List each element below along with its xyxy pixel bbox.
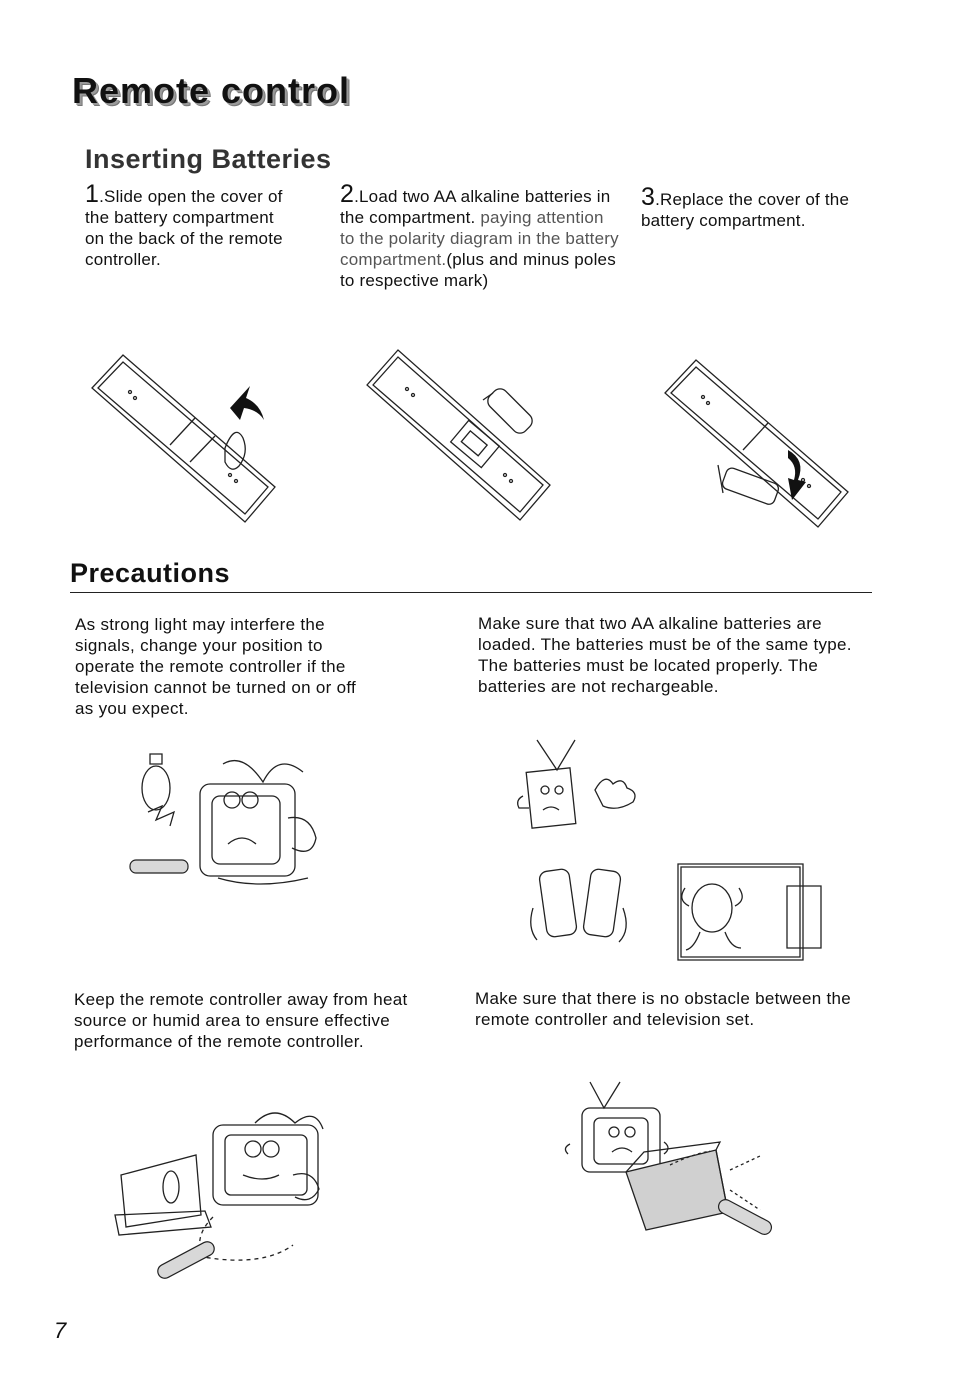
step-2-text-poles: (plus and minus poles to respective mark): [340, 250, 616, 290]
obstacle-illustration: [560, 1080, 780, 1245]
remote-icon: [155, 1239, 216, 1280]
section-heading-inserting-batteries: Inserting Batteries: [85, 144, 332, 174]
step-1: [85, 180, 290, 270]
page-number: 7: [54, 1318, 67, 1343]
step-2-text: .Load two AA alkaline batteries in the compartment.: [340, 187, 611, 227]
precaution-heat: Keep the remote controller away from heat source or humid area to ensure effective performance of the remote controller.: [74, 990, 408, 1051]
step-2-polarity-text: paying attention to the polarity diagram in the battery compartment.: [340, 208, 619, 269]
remote-icon: [130, 860, 188, 873]
step-2-number: 2: [340, 180, 355, 208]
step-3-number: 3: [641, 183, 656, 211]
section-heading-precautions: Precautions: [70, 558, 231, 588]
step-3: [641, 183, 871, 231]
arrow-up-left-icon: [230, 386, 264, 420]
divider: [70, 592, 872, 593]
precaution-light: As strong light may interfere the signals, change your position to operate the remote controller if the television cannot be turned on or off as you expect.: [75, 615, 357, 718]
heat-source-illustration: [113, 1105, 333, 1280]
step-3-text: .Replace the cover of the battery compartment.: [641, 190, 850, 230]
step-2: [340, 180, 620, 291]
step-3-illustration: [663, 355, 853, 535]
step-1-illustration: [90, 350, 280, 530]
light-bulb-icon: [142, 766, 170, 810]
step-1-text: .Slide open the cover of the battery compartment on the back of the remote controller.: [85, 187, 283, 269]
precaution-obstacle: Make sure that there is no obstacle between the remote controller and television set.: [475, 989, 852, 1029]
page-title: Remote control: [72, 70, 351, 111]
batteries-illustration: [515, 738, 815, 968]
light-bulb-tv-illustration: [128, 748, 338, 893]
step-2-illustration: [365, 345, 555, 525]
hand-icon: [595, 779, 635, 808]
remote-icon: [716, 1197, 774, 1237]
step-1-number: 1: [85, 180, 100, 208]
precaution-batteries: Make sure that two AA alkaline batteries are loaded. The batteries must be of the same type. The batteries must be located properly. The batteries are not rechargeable.: [478, 614, 852, 696]
arrow-down-icon: [788, 450, 806, 500]
